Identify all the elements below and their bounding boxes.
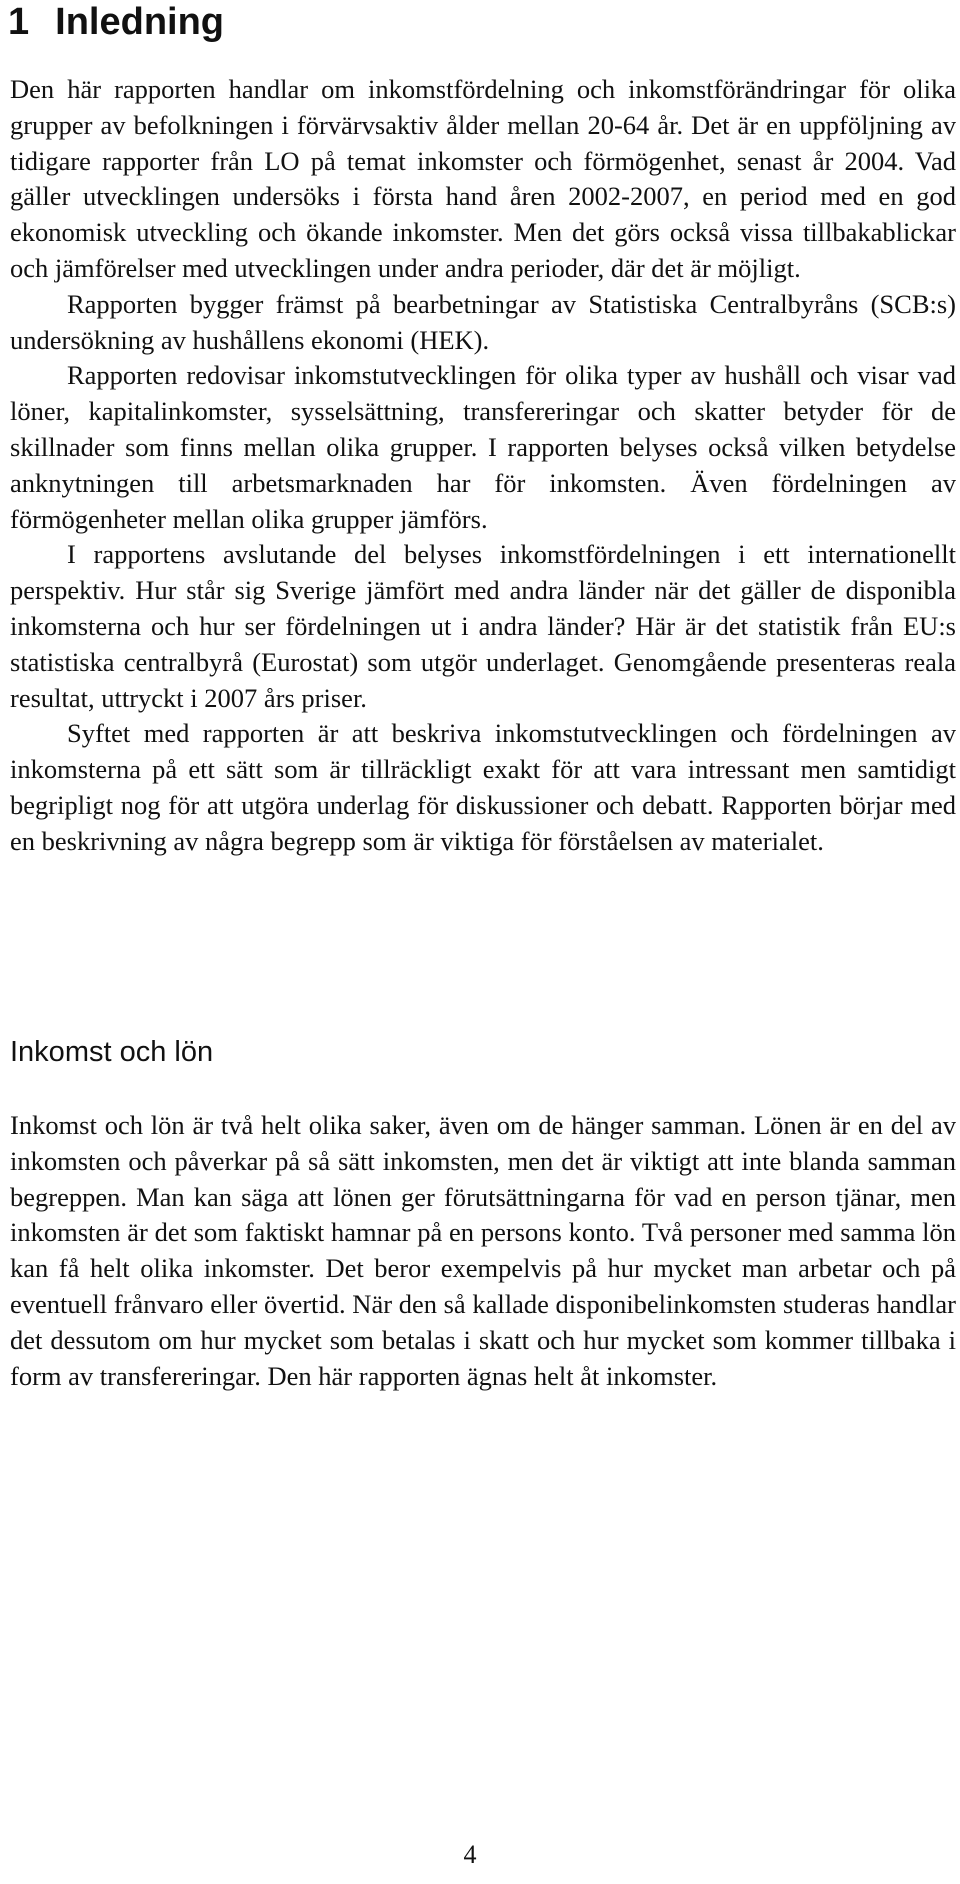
intro-body [10,72,956,860]
page-number: 4 [463,1840,477,1869]
intro-paragraph: Den här rapporten handlar om inkomstfördelning och inkomstförändringar för olika grupper av befolkningen i förvärvsaktiv ålder mellan 20-64 år. Det är en uppföljning av tidigare rapporter från LO på temat inkomster och förmögenhet, senast år 2004. Vad gäller utvecklingen undersöks i första hand åren 2002-2007, en period med en god ekonomisk utveckling och ökande inkomster. Men det görs också vissa tillbakablickar och jämförelser med utvecklingen under andra perioder, där det är möjligt. [10,74,956,283]
chapter-number: 1 [8,1,30,43]
section-body [10,1108,956,1394]
intro-paragraph: Syftet med rapporten är att beskriva inkomstutvecklingen och fördelningen av inkomsterna på ett sätt som är tillräckligt exakt för att vara intressant men samtidigt begripligt nog för att utgöra underlag för diskussioner och debatt. Rapporten börjar med en beskrivning av några begrepp som är viktiga för förståelsen av materialet. [10,718,956,856]
intro-paragraph: I rapportens avslutande del belyses inkomstfördelningen i ett internationellt perspektiv. Hur står sig Sverige jämfört med andra länder när det gäller de disponibla inkomsterna och hur ser fördelningen ut i andra länder? Här är det statistik från EU:s statistiska centralbyrå (Eurostat) som utgör underlaget. Genomgående presenteras reala resultat, uttryckt i 2007 års priser. [10,539,956,713]
section-paragraph: Inkomst och lön är två helt olika saker, även om de hänger samman. Lönen är en del av inkomsten och påverkar på så sätt inkomsten, men det är viktigt att inte blanda samman begreppen. Man kan säga att lönen ger förutsättningarna för vad en person tjänar, men inkomsten är det som faktiskt hamnar på en persons konto. Två personer med samma lön kan få helt olika inkomster. Det beror exempelvis på hur mycket man arbetar och på eventuell frånvaro eller övertid. När den så kallade disponibelinkomsten studeras handlar det dessutom om hur mycket som betalas i skatt och hur mycket som kommer tillbaka i form av transfereringar. Den här rapporten ägnas helt åt inkomster. [10,1110,956,1391]
intro-paragraph: Rapporten bygger främst på bearbetningar av Statistiska Centralbyråns (SCB:s) undersökning av hushållens ekonomi (HEK). [10,288,956,355]
section-heading: Inkomst och lön [10,1036,214,1068]
intro-paragraph: Rapporten redovisar inkomstutvecklingen för olika typer av hushåll och visar vad löner, kapitalinkomster, sysselsättning, transfereringar och skatter betyder för de skillnader som finns mellan olika grupper. I rapporten belyses också vilken betydelse anknytningen till arbetsmarknaden har för inkomsten. Även fördelningen av förmögenheter mellan olika grupper jämförs. [10,360,956,534]
chapter-title [8,0,224,44]
chapter-title-text: Inledning [55,1,225,43]
